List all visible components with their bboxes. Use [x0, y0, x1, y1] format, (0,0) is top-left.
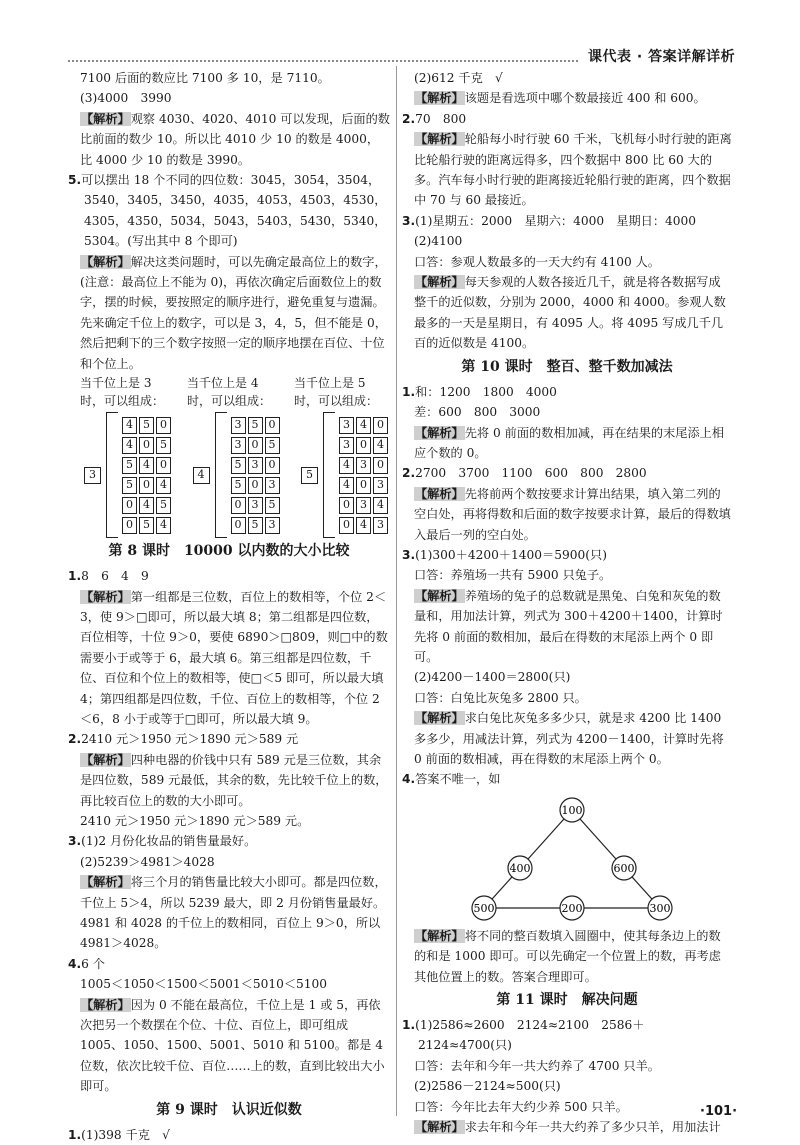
- tree-label: 当千位上是 4 时，可以组成：: [187, 376, 272, 409]
- explanation-text: 先将 0 前面的数相加减，再在结果的末尾添上相应个数的 0。: [414, 425, 725, 460]
- tree-row: [335, 517, 390, 534]
- header-rule: [68, 60, 578, 62]
- explanation: [402, 88, 732, 108]
- digit-box: 5: [156, 437, 171, 454]
- digit-box: 0: [139, 437, 154, 454]
- answer-line: (3)4000 3990: [80, 91, 172, 106]
- tree-row: [227, 457, 282, 474]
- digit-box: 0: [265, 417, 280, 434]
- digit-box: 3: [248, 497, 263, 514]
- explanation-text: 每天参观的人数各接近几千，就是将各数据写成整千的近似数，分别为 2000，4000 和 4000。参观人数最多的一天是星期日，有 4095 人。将 4095 写成几千几百的近似数是 4100。: [414, 275, 726, 351]
- explanation-tag: 【解析】: [415, 486, 464, 501]
- explanation-tag: 【解析】: [415, 588, 464, 603]
- answer-text: 2700 3700 1100 600 800 2800: [415, 466, 647, 481]
- column-divider: [396, 66, 397, 1116]
- digit-box: 5: [122, 457, 137, 474]
- explanation: [402, 484, 732, 545]
- tree-bracket: [323, 412, 335, 538]
- answer-text: 和：1200 1800 4000: [415, 384, 557, 399]
- digit-box: 0: [139, 477, 154, 494]
- permutation-trees: [84, 412, 390, 538]
- explanation: [68, 995, 390, 1097]
- explanation-text: 四种电器的价钱中只有 589 元是三位数，其余是四位数，589 元最低，其余的数，先比较千位上的数，再比较百位上的数的大小即可。: [80, 752, 388, 808]
- tree-row: [227, 517, 282, 534]
- tree-row: [335, 437, 390, 454]
- digit-box: 3: [339, 417, 354, 434]
- question-3: [402, 211, 732, 231]
- paragraph: 7100 后面的数应比 7100 多 10，是 7110。: [80, 71, 330, 85]
- tree-rows: [335, 417, 390, 534]
- digit-box: 3: [339, 437, 354, 454]
- explanation-tag: 【解析】: [81, 752, 130, 767]
- answer-text: 8 6 4 9: [81, 569, 149, 584]
- digit-box: 0: [122, 517, 137, 534]
- explanation-tag: 【解析】: [415, 1120, 464, 1135]
- question-4: [402, 769, 732, 789]
- question-number: 4.: [402, 772, 416, 787]
- explanation-tag: 【解析】: [81, 111, 130, 126]
- explanation-tag: 【解析】: [415, 711, 464, 726]
- digit-box: 3: [231, 437, 246, 454]
- question-3: [68, 831, 390, 851]
- question-2: [402, 463, 732, 483]
- explanation: [402, 926, 732, 987]
- section-title-8: 第 8 课时 10000 以内数的大小比较: [108, 543, 350, 560]
- tree-row: [118, 517, 173, 534]
- tree-row: [227, 417, 282, 434]
- paragraph: 先来确定千位上的数字，可以是 3，4，5，但不能是 0，然后把剩下的三个数字按照一定的顺序地摆在百位、十位和个位上。: [80, 315, 387, 371]
- explanation-text: 解决这类问题时，可以先确定最高位上的数字，(注意：最高位上不能为 0)，再依次确定后面数位上的数字，摆的时候，要按照定的顺序进行，避免重复与遗漏。: [80, 254, 387, 310]
- explanation-tag: 【解析】: [415, 132, 464, 147]
- explanation-tag: 【解析】: [415, 91, 464, 106]
- answer-text: (1)398 千克 √: [81, 1127, 170, 1142]
- digit-box: 4: [122, 437, 137, 454]
- digit-box: 3: [373, 477, 388, 494]
- question-number: 1.: [402, 384, 416, 399]
- digit-box: 4: [122, 417, 137, 434]
- digit-box: 4: [156, 517, 171, 534]
- circle-node: [560, 798, 584, 822]
- answer-text: 2410 元＞1950 元＞1890 元＞589 元: [81, 732, 299, 747]
- digit-box: 5: [122, 477, 137, 494]
- question-number: 1.: [68, 569, 82, 584]
- tree-row: [335, 477, 390, 494]
- digit-box: 5: [231, 477, 246, 494]
- node-value: 100: [561, 803, 583, 817]
- tree-row: [118, 437, 173, 454]
- header-title: 课代表 · 答案详解详析: [588, 49, 736, 65]
- explanation-tag: 【解析】: [81, 875, 130, 890]
- explanation-text: 求去年和今年一共大约养了多少只羊，用加法计: [464, 1120, 721, 1135]
- question-number: 1.: [402, 1018, 416, 1033]
- answer-line: 差：600 800 3000: [414, 405, 541, 420]
- digit-box: 4: [339, 457, 354, 474]
- question-number: 2.: [402, 466, 416, 481]
- digit-box: 0: [265, 457, 280, 474]
- circle-node: [472, 896, 496, 920]
- digit-box: 3: [265, 477, 280, 494]
- digit-box: 0: [339, 517, 354, 534]
- digit-box: 3: [356, 457, 371, 474]
- digit-box: 4: [356, 417, 371, 434]
- digit-box: 3: [231, 417, 246, 434]
- digit-box: 0: [122, 497, 137, 514]
- question-1: [68, 566, 390, 586]
- answer-line: 1005＜1050＜1500＜5001＜5010＜5100: [80, 977, 328, 992]
- tree-rows: [118, 417, 173, 534]
- digit-box: 5: [265, 497, 280, 514]
- digit-box: 0: [248, 437, 263, 454]
- tree-label: 当千位上是 3 时，可以组成：: [80, 376, 165, 409]
- question-1: [402, 1015, 732, 1056]
- answer-line: (2)612 千克 √: [414, 71, 503, 85]
- answer-line: (2)2586－2124≈500(只): [414, 1079, 561, 1094]
- tree-row: [227, 497, 282, 514]
- answer-line: (2)4200－1400＝2800(只): [414, 670, 571, 685]
- digit-box: 0: [248, 477, 263, 494]
- right-column: [402, 68, 732, 1137]
- node-value: 400: [509, 861, 531, 875]
- triangle-svg: [402, 796, 732, 924]
- digit-box: 0: [373, 417, 388, 434]
- explanation: [402, 1117, 732, 1137]
- question-1: [402, 382, 732, 402]
- tree-row: [118, 457, 173, 474]
- answer-line: (2)4100: [414, 234, 463, 249]
- question-number: 2.: [68, 732, 82, 747]
- digit-box: 3: [265, 517, 280, 534]
- digit-box: 0: [156, 417, 171, 434]
- digit-box: 4: [139, 497, 154, 514]
- tree-4: [193, 412, 282, 538]
- digit-box: 4: [339, 477, 354, 494]
- explanation-text: 养殖场的兔子的总数就是黑兔、白兔和灰兔的数量和，用加法计算，列式为 300＋4200＋1400，计算时先将 0 前面的数相加，最后在得数的末尾添上两个 0 即可。: [414, 588, 723, 664]
- answer-line: 口答：今年比去年大约少养 500 只羊。: [414, 1099, 628, 1114]
- tree-row: [118, 417, 173, 434]
- explanation: [402, 423, 732, 464]
- digit-box: 5: [265, 437, 280, 454]
- question-5: [68, 170, 390, 252]
- tree-row: [335, 457, 390, 474]
- explanation: [402, 586, 732, 668]
- digit-box: 0: [339, 497, 354, 514]
- tree-root-digit: 5: [301, 467, 318, 484]
- explanation: [402, 129, 732, 211]
- explanation-tag: 【解析】: [81, 254, 130, 269]
- digit-box: 5: [248, 417, 263, 434]
- digit-box: 4: [373, 437, 388, 454]
- explanation-text: 将三个月的销售量比较大小即可。都是四位数，千位上 5＞4，所以 5239 最大，即 2 月份销售量最好。4981 和 4028 的千位上的数相同，百位上 9＞0，所以 4981＞4028。: [80, 875, 387, 951]
- tree-root-digit: 4: [193, 467, 210, 484]
- answer-line: 口答：参观人数最多的一天大约有 4100 人。: [414, 254, 660, 269]
- explanation-tag: 【解析】: [415, 425, 464, 440]
- tree-labels: [80, 374, 390, 410]
- digit-box: 4: [139, 457, 154, 474]
- digit-box: 3: [248, 457, 263, 474]
- answer-line: 口答：去年和今年一共大约养了 4700 只羊。: [414, 1058, 660, 1073]
- explanation-tag: 【解析】: [415, 275, 464, 290]
- question-2: [68, 729, 390, 749]
- node-value: 500: [473, 901, 495, 915]
- explanation-text: 轮船每小时行驶 60 千米，飞机每小时行驶的距离比轮船行驶的距离远得多，四个数据中 800 比 60 大的多。汽车每小时行驶的距离接近轮船行驶的距离，四个数据中 70 与 60 最接近。: [414, 132, 732, 208]
- digit-box: 0: [356, 437, 371, 454]
- node-value: 200: [561, 901, 583, 915]
- question-number: 1.: [68, 1127, 82, 1142]
- explanation-text: 求白兔比灰兔多多少只，就是求 4200 比 1400 多多少，用减法计算，列式为 4200－1400，计算时先将 0 前面的数相减，再在得数的末尾添上两个 0。: [414, 711, 724, 766]
- tree-root-digit: 3: [84, 467, 101, 484]
- explanation: [402, 272, 732, 354]
- answer-line: 口答：养殖场一共有 5900 只兔子。: [414, 568, 612, 583]
- digit-box: 4: [356, 517, 371, 534]
- question-number: 3.: [402, 547, 416, 562]
- tree-5: [301, 412, 390, 538]
- digit-box: 4: [156, 477, 171, 494]
- explanation-text: 将不同的整百数填入圆圈中，使其每条边上的数的和是 1000 即可。可以先确定一个位置上的数，再考虑其他位置上的数。答案合理即可。: [414, 928, 721, 984]
- section-title-11: 第 11 课时 解决问题: [496, 992, 638, 1009]
- tree-row: [227, 437, 282, 454]
- answer-line: 口答：白兔比灰兔多 2800 只。: [414, 690, 587, 705]
- node-value: 600: [613, 861, 635, 875]
- explanation: [68, 587, 390, 730]
- explanation-text: 该题是看选项中哪个数最接近 400 和 600。: [464, 91, 706, 106]
- explanation-tag: 【解析】: [81, 997, 130, 1012]
- answer-text: 6 个: [81, 956, 105, 971]
- question-2: [402, 109, 732, 129]
- tree-row: [118, 477, 173, 494]
- digit-box: 0: [356, 477, 371, 494]
- digit-box: 0: [231, 517, 246, 534]
- explanation-text: 先将前两个数按要求计算出结果，填入第二列的空白处，再将得数和后面的数字按要求计算，最后的得数填入最后一列的空白处。: [414, 486, 731, 542]
- answer-line: (2)5239＞4981＞4028: [80, 854, 215, 869]
- tree-label: 当千位上是 5 时，可以组成：: [294, 376, 379, 409]
- explanation: [68, 109, 390, 170]
- digit-box: 0: [231, 497, 246, 514]
- digit-box: 0: [156, 457, 171, 474]
- question-3: [402, 545, 732, 565]
- answer-text: (1)2586≈2600 2124≈2100 2586＋2124≈4700(只): [415, 1018, 645, 1053]
- tree-row: [118, 497, 173, 514]
- answer-text: (1)2 月份化妆品的销售量最好。: [81, 834, 257, 849]
- digit-box: 4: [373, 497, 388, 514]
- explanation: [402, 708, 732, 769]
- answer-text: 答案不唯一，如: [415, 772, 501, 787]
- explanation: [68, 252, 390, 313]
- explanation-text: 因为 0 不能在最高位，千位上是 1 或 5，再依次把另一个数摆在个位、十位、百位上，即可组成 1005、1050、1500、5001、5010 和 5100。都是 4 位数，依次比较千位、百位……上的数，直到比较出大小即可。: [80, 997, 385, 1094]
- question-1: [68, 1125, 390, 1145]
- tree-row: [227, 477, 282, 494]
- section-title-9: 第 9 课时 认识近似数: [156, 1101, 302, 1118]
- answer-text: (1)300＋4200＋1400＝5900(只): [415, 547, 607, 562]
- digit-box: 3: [373, 517, 388, 534]
- digit-box: 5: [139, 517, 154, 534]
- question-number: 2.: [402, 111, 416, 126]
- digit-box: 5: [139, 417, 154, 434]
- triangle-diagram: [402, 796, 732, 924]
- digit-box: 5: [231, 457, 246, 474]
- tree-rows: [227, 417, 282, 534]
- tree-3: [84, 412, 173, 538]
- tree-bracket: [215, 412, 227, 538]
- section-title-10: 第 10 课时 整百、整千数加减法: [461, 358, 673, 375]
- question-number: 3.: [68, 834, 82, 849]
- digit-box: 5: [248, 517, 263, 534]
- explanation-tag: 【解析】: [81, 589, 130, 604]
- digit-box: 3: [356, 497, 371, 514]
- digit-box: 0: [373, 457, 388, 474]
- explanation-tag: 【解析】: [415, 928, 464, 943]
- page-number: ·101·: [700, 1104, 738, 1119]
- left-column: [68, 68, 390, 1145]
- question-number: 5.: [68, 173, 82, 188]
- question-number: 3.: [402, 213, 416, 228]
- circle-node: [508, 856, 532, 880]
- question-4: [68, 954, 390, 974]
- circle-node: [648, 896, 672, 920]
- answer-line: 2410 元＞1950 元＞1890 元＞589 元。: [80, 813, 310, 828]
- explanation: [68, 872, 390, 954]
- digit-box: 5: [156, 497, 171, 514]
- explanation-text: 观察 4030、4020、4010 可以发现，后面的数比前面的数少 10。所以比 4010 少 10 的数是 4000，比 4000 少 10 的数是 3990。: [80, 111, 390, 167]
- answer-text: 70 800: [415, 111, 467, 126]
- answer-text: (1)星期五：2000 星期六：4000 星期日：4000: [415, 213, 697, 228]
- explanation: [68, 750, 390, 811]
- tree-bracket: [106, 412, 118, 538]
- circle-node: [560, 896, 584, 920]
- question-number: 4.: [68, 956, 82, 971]
- tree-row: [335, 417, 390, 434]
- explanation-text: 第一组都是三位数，百位上的数相等，个位 2＜3，使 9＞□即可，所以最大填 8；第二组都是四位数，百位相等，十位 9＞0，要使 6890＞□809，则□中的数需要小于或等于 6，最大填 6。第三组都是四位数，千位、百位和个位上的数相等，使□＜5 即可，所以最大填 4；第四组都是四位数，千位、百位上的数相等，个位 2＜6，8 小于或等于□即可，所以最大填 9。: [80, 589, 388, 726]
- circle-node: [612, 856, 636, 880]
- answer-text: 可以摆出 18 个不同的四位数：3045，3054，3504，3540，3405，3450，4035，4053，4503，4530，4305，4350，5034，5043，5403，5430，5340，5304。(写出其中 8 个即可): [81, 173, 387, 249]
- tree-row: [335, 497, 390, 514]
- node-value: 300: [649, 901, 671, 915]
